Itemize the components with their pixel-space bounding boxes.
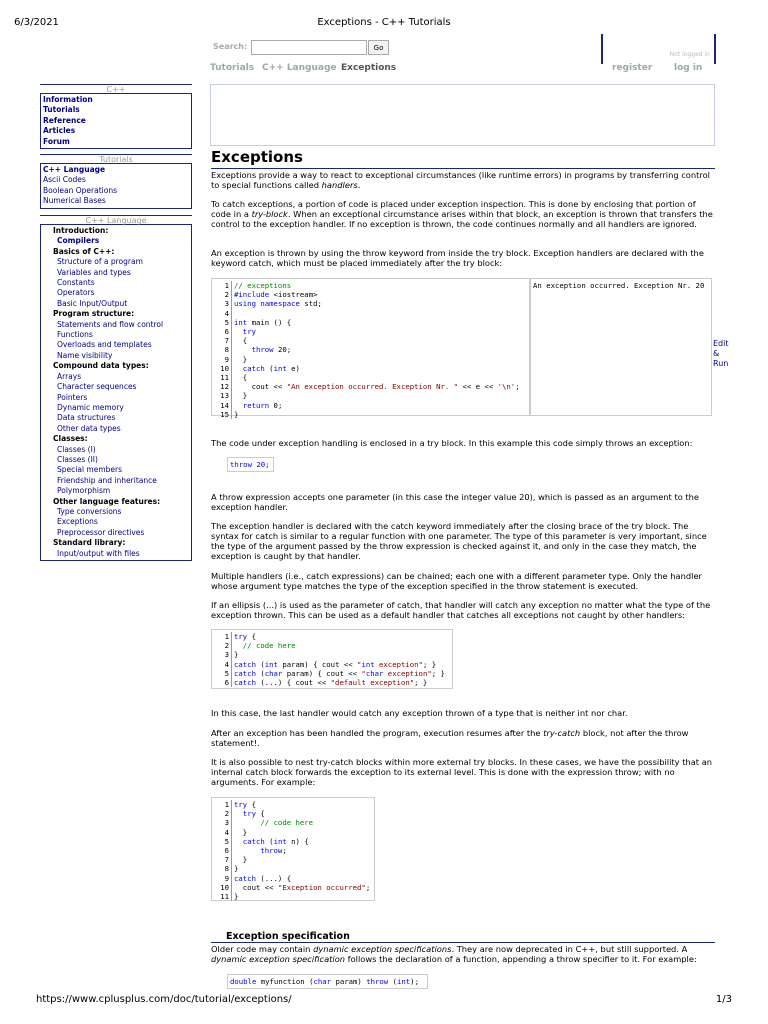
- sidebar-item-basic-input-output[interactable]: [43, 299, 189, 309]
- paragraph-exception-spec: Older code may contain dynamic exception specifications. They are now deprecated in C++, but still supported. A dynamic exception specification follows the declaration of a function, appending a throw specifier to it. For example:: [211, 944, 697, 964]
- sidebar-item-link[interactable]: Numerical Bases: [43, 196, 106, 206]
- sidebar-language-list: [40, 225, 192, 561]
- sidebar-item-link[interactable]: Name visibility: [57, 350, 113, 360]
- line-number: 4: [224, 659, 229, 669]
- sidebar-item-link[interactable]: Data structures: [57, 413, 116, 423]
- line-number: 9: [224, 873, 229, 883]
- login-box: [601, 34, 716, 64]
- paragraph-try-enclosed: The code under exception handling is enclosed in a try block. In this example this code simply throws an exception:: [211, 438, 693, 448]
- sidebar-item-link[interactable]: Tutorials: [43, 105, 80, 115]
- go-button[interactable]: Go: [368, 40, 389, 55]
- sidebar-item-link[interactable]: Preprocessor directives: [57, 527, 145, 537]
- code-example-2: [211, 629, 453, 689]
- sidebar-item-constants[interactable]: [43, 278, 189, 288]
- sidebar-item-link[interactable]: Articles: [43, 126, 76, 136]
- sidebar-section-introduction: Introduction:: [53, 226, 109, 235]
- sidebar-item-link[interactable]: Overloads and templates: [57, 340, 152, 350]
- paragraph-try-block: To catch exceptions, a portion of code is placed under exception inspection. This is done by enclosing that portion of code in a try-block. When an exceptional circumstance arises within that block, an exception is thrown that transfers the control to the exception handler. If no exception is thrown, the code continues normally and all handlers are ignored.: [211, 199, 713, 229]
- line-number: 6: [224, 678, 229, 688]
- sidebar-item-dynamic-memory[interactable]: [43, 403, 189, 413]
- sidebar-item-link[interactable]: Polymorphism: [57, 486, 111, 496]
- sidebar-item-link[interactable]: Structure of a program: [57, 257, 143, 267]
- line-number: 15: [220, 409, 229, 419]
- line-number: 3: [224, 299, 229, 309]
- code-line: return 0;: [242, 400, 283, 410]
- print-page-number: 1/3: [715, 994, 732, 1005]
- sidebar-item-tutorials[interactable]: [43, 105, 189, 115]
- sidebar-item-compilers[interactable]: [43, 236, 189, 246]
- sidebar-tutorials-list: [40, 164, 192, 209]
- sidebar-item-link[interactable]: Type conversions: [57, 506, 122, 516]
- sidebar-item-name-visibility[interactable]: [43, 351, 189, 361]
- line-number: 3: [224, 818, 229, 828]
- code-line: catch (int n) {: [242, 836, 309, 846]
- code-line: }: [234, 864, 239, 874]
- line-number: 2: [224, 809, 229, 819]
- code-line: catch (char param) { cout << "char exception"; }: [234, 668, 445, 678]
- sidebar-item-link[interactable]: Ascii Codes: [43, 175, 86, 185]
- nav-exceptions[interactable]: Exceptions: [341, 63, 397, 73]
- code-line: cout << "Exception occurred";: [234, 882, 371, 892]
- line-number: 2: [224, 290, 229, 300]
- sidebar-item-numerical-bases[interactable]: [43, 196, 189, 206]
- code-line: }: [234, 354, 248, 364]
- sidebar-item-classes-ii[interactable]: [43, 455, 189, 465]
- intro-paragraph: Exceptions provide a way to react to exceptional circumstances (like runtime errors) in programs by transferring control to special functions called handlers.: [211, 170, 710, 190]
- code-line: try {: [234, 632, 256, 641]
- edit-run-word[interactable]: Edit: [713, 339, 729, 348]
- line-number: 8: [224, 864, 229, 874]
- line-number: 8: [224, 345, 229, 355]
- sidebar-item-link[interactable]: Character sequences: [57, 382, 137, 392]
- code-line: try {: [234, 800, 256, 809]
- paragraph-throw-param: A throw expression accepts one parameter (in this case the integer value 20), which is passed as an argument to the exception handler.: [211, 492, 700, 512]
- line-number: 13: [220, 391, 229, 401]
- print-date: 6/3/2021: [14, 17, 59, 28]
- print-url: https://www.cplusplus.com/doc/tutorial/exceptions/: [36, 994, 292, 1005]
- sidebar-item-preprocessor-directives[interactable]: [43, 528, 189, 538]
- line-number: 11: [220, 892, 229, 902]
- sidebar-item-information[interactable]: [43, 95, 189, 105]
- sidebar-item-input-output-with-files[interactable]: [43, 549, 189, 559]
- line-number: 10: [220, 882, 229, 892]
- line-numbers: [212, 632, 229, 687]
- code-line: using namespace std;: [234, 299, 322, 309]
- line-number: 4: [224, 827, 229, 837]
- edit-run-word[interactable]: Run: [713, 359, 729, 368]
- sidebar-item-operators[interactable]: [43, 288, 189, 298]
- sidebar-item-link[interactable]: Dynamic memory: [57, 402, 124, 412]
- sidebar-item-link[interactable]: Friendship and inheritance: [57, 475, 157, 485]
- not-logged-text: Not logged in: [669, 51, 710, 58]
- line-number: 5: [224, 836, 229, 846]
- line-numbers: [212, 800, 229, 901]
- snippet-throw: throw 20;: [227, 457, 274, 472]
- code-line: throw;: [260, 846, 287, 856]
- line-number: 14: [220, 400, 229, 410]
- code-line: int main () {: [234, 317, 292, 327]
- code-line: try: [242, 327, 256, 337]
- line-number: 1: [224, 800, 229, 809]
- code-line: {: [234, 373, 248, 383]
- sidebar-item-pointers[interactable]: [43, 393, 189, 403]
- code-lines: [231, 800, 370, 901]
- sidebar-item-link[interactable]: Variables and types: [57, 267, 131, 277]
- sidebar-item-statements-and-flow-control[interactable]: [43, 320, 189, 330]
- line-number: 2: [224, 641, 229, 651]
- sidebar-item-link[interactable]: Classes (I): [57, 444, 96, 454]
- sidebar-tutorials: [40, 154, 192, 209]
- sidebar-cpp-list: [40, 94, 192, 149]
- snippet-dynamic-spec: double myfunction (char param) throw (int);: [227, 974, 428, 989]
- sidebar-item-link[interactable]: Classes (II): [57, 454, 98, 464]
- sidebar-item-ascii-codes[interactable]: [43, 175, 189, 185]
- sidebar-item-link[interactable]: Statements and flow control: [57, 319, 164, 329]
- sidebar-item-link[interactable]: Forum: [43, 136, 70, 146]
- line-number: 9: [224, 354, 229, 364]
- search-label: Search:: [213, 42, 248, 51]
- sidebar-item-link[interactable]: Input/output with files: [57, 548, 140, 558]
- sidebar-item-link[interactable]: Operators: [57, 288, 95, 298]
- code-line: [234, 309, 520, 318]
- paragraph-ellipsis: If an ellipsis (...) is used as the parameter of catch, that handler will catch any exception no matter what the type of the exception thrown. This can be used as a default handler that catches all exceptions not caught by other handlers:: [211, 600, 711, 620]
- code-line: }: [234, 892, 239, 902]
- sidebar-section-basics-of-c: Basics of C++:: [53, 246, 115, 256]
- line-number: 10: [220, 363, 229, 373]
- code-line: catch (int e): [242, 363, 300, 373]
- sidebar-item-link[interactable]: Basic Input/Output: [57, 298, 128, 308]
- sidebar-item-link[interactable]: Information: [43, 95, 93, 104]
- sidebar-section-standard-library: Standard library:: [53, 538, 126, 548]
- sidebar-item-link[interactable]: Other data types: [57, 423, 121, 433]
- line-number: 7: [224, 336, 229, 346]
- sidebar-section-compound-data-types: Compound data types:: [53, 361, 149, 371]
- sidebar-item-link[interactable]: Functions: [57, 330, 93, 340]
- sidebar-item-friendship-and-inheritance[interactable]: [43, 476, 189, 486]
- line-number: 5: [224, 317, 229, 327]
- sidebar-item-overloads-and-templates[interactable]: [43, 340, 189, 350]
- line-number: 1: [224, 281, 229, 290]
- sidebar-item-forum[interactable]: [43, 137, 189, 147]
- sidebar-item-structure-of-a-program[interactable]: [43, 257, 189, 267]
- sidebar-item-link[interactable]: Boolean Operations: [43, 185, 117, 195]
- sidebar-item-arrays[interactable]: [43, 372, 189, 382]
- ad-banner: [210, 84, 715, 146]
- code-lines: [231, 281, 520, 419]
- code-line: }: [234, 650, 239, 660]
- sidebar-item-exceptions[interactable]: [43, 517, 189, 527]
- line-numbers: [212, 281, 229, 419]
- code-line: cout << "An exception occurred. Exception Nr. " << e << '\n';: [234, 382, 520, 392]
- line-number: 6: [224, 327, 229, 337]
- sidebar-item-type-conversions[interactable]: [43, 507, 189, 517]
- sidebar-head-tutorials: Tutorials: [40, 154, 192, 164]
- edit-run-word[interactable]: &: [713, 349, 720, 358]
- sidebar-item-boolean-operations[interactable]: [43, 186, 189, 196]
- sidebar-item-link[interactable]: Reference: [43, 115, 86, 125]
- paragraph-multiple-handlers: Multiple handlers (i.e., catch expressions) can be chained; each one with a different parameter type. Only the handler whose argument type matches the type of the exception specified in the throw statement is executed.: [211, 571, 702, 591]
- code-example-1: [211, 278, 530, 419]
- line-number: 1: [224, 632, 229, 641]
- line-number: 3: [224, 650, 229, 660]
- search-input[interactable]: [251, 40, 367, 55]
- code-line: {: [234, 336, 248, 346]
- code-line: }: [234, 391, 248, 401]
- sidebar-item-polymorphism[interactable]: [43, 486, 189, 496]
- sidebar-item-functions[interactable]: [43, 330, 189, 340]
- line-number: 4: [224, 308, 229, 318]
- line-number: 11: [220, 373, 229, 383]
- code-line: }: [234, 827, 248, 837]
- sidebar-item-data-structures[interactable]: [43, 413, 189, 423]
- code-line: try {: [242, 809, 265, 819]
- sidebar-item-other-data-types[interactable]: [43, 424, 189, 434]
- sidebar-item-variables-and-types[interactable]: [43, 268, 189, 278]
- sidebar-section-other-language-features: Other language features:: [53, 496, 161, 506]
- login-link[interactable]: log in: [674, 63, 703, 73]
- print-title: Exceptions - C++ Tutorials: [317, 17, 451, 28]
- register-link[interactable]: register: [612, 63, 653, 73]
- paragraph-last-handler: In this case, the last handler would catch any exception thrown of a type that is neither int nor char.: [211, 708, 628, 718]
- sidebar-cpp: [40, 84, 192, 149]
- sidebar-item-special-members[interactable]: [43, 465, 189, 475]
- nav-cpp-language[interactable]: C++ Language: [262, 63, 337, 73]
- sidebar-item-link[interactable]: Exceptions: [57, 517, 98, 527]
- edit-run-link[interactable]: [713, 339, 729, 369]
- sidebar-head-cpp: C++: [40, 84, 192, 94]
- code-line: }: [234, 409, 239, 419]
- code-example-3: [211, 797, 375, 901]
- line-number: 5: [224, 668, 229, 678]
- code-line: // code here: [234, 818, 314, 828]
- code-line: }: [234, 855, 248, 865]
- sidebar-item-reference[interactable]: [43, 116, 189, 126]
- paragraph-handler: The exception handler is declared with the catch keyword immediately after the closing brace of the try block. The syntax for catch is similar to a regular function with one parameter. The type of this parameter is very important, since the type of the argument passed by the throw expression is checked against it, and only in the case they match, the exception is caught by that handler.: [211, 521, 707, 561]
- code-line: catch (...) {: [234, 873, 292, 883]
- paragraph-after-handled: After an exception has been handled the program, execution resumes after the try-catch block, not after the throw statement!.: [211, 728, 689, 748]
- sidebar-item-link[interactable]: Special members: [57, 465, 122, 475]
- nav-tutorials[interactable]: Tutorials: [210, 63, 255, 73]
- code-lines: [231, 632, 445, 687]
- sidebar-section-classes: Classes:: [53, 434, 88, 444]
- sidebar-head-language: C++ Language: [40, 215, 192, 225]
- code-line: catch (int param) { cout << "int exception"; }: [234, 659, 437, 669]
- sidebar-item-articles[interactable]: [43, 126, 189, 136]
- sidebar-item-link[interactable]: Arrays: [57, 371, 82, 381]
- sidebar-item-link[interactable]: C++ Language: [43, 165, 106, 174]
- sidebar-item-character-sequences[interactable]: [43, 382, 189, 392]
- sidebar-cpp-language: [40, 215, 192, 561]
- section-heading-exception-spec: Exception specification: [211, 931, 715, 943]
- code-line: catch (...) { cout << "default exception"; }: [234, 678, 428, 688]
- sidebar-item-link[interactable]: Pointers: [57, 392, 88, 402]
- sidebar-section-program-structure: Program structure:: [53, 309, 135, 319]
- sidebar-item-link[interactable]: Constants: [57, 278, 95, 288]
- line-number: 6: [224, 846, 229, 856]
- line-number: 7: [224, 855, 229, 865]
- sidebar-item-link[interactable]: Compilers: [57, 236, 100, 246]
- sidebar-item-classes-i[interactable]: [43, 445, 189, 455]
- code-line: // exceptions: [234, 281, 292, 290]
- paragraph-nested: It is also possible to nest try-catch blocks within more external try blocks. In these cases, we have the possibility that an internal catch block forwards the exception to its external level. This is done with the expression throw; with no arguments. For example:: [211, 757, 713, 787]
- code-line: #include <iostream>: [234, 290, 318, 300]
- sidebar-item-c-language[interactable]: [43, 165, 189, 175]
- code-output: An exception occurred. Exception Nr. 20: [530, 278, 712, 416]
- code-line: // code here: [234, 641, 296, 651]
- paragraph-throw: An exception is thrown by using the throw keyword from inside the try block. Exception handlers are declared with the keyword catch, which must be placed immediately after the try block:: [211, 248, 704, 268]
- page-title: Exceptions: [211, 148, 715, 169]
- code-line: throw 20;: [251, 345, 292, 355]
- line-number: 12: [220, 382, 229, 392]
